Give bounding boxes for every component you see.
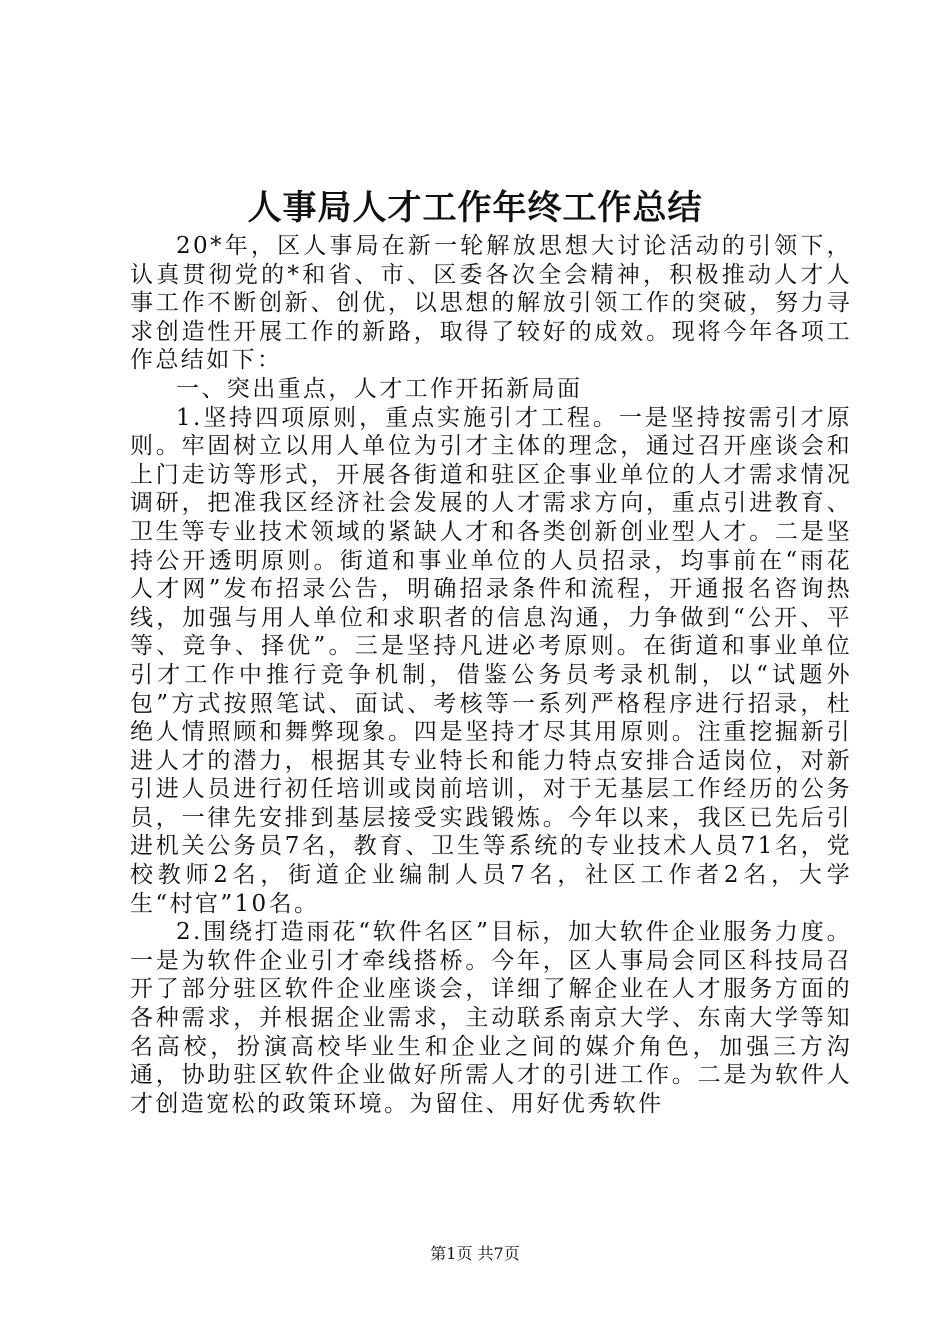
body-paragraph: 2.围绕打造雨花“软件名区”目标，加大软件企业服务力度。一是为软件企业引才牵线搭桥。今年，区人事局会同区科技局召开了部分驻区软件企业座谈会，详细了解企业在人才服务方面的各种需求，并根据企业需求，主动联系南京大学、东南大学等知名高校，扮演高校毕业生和企业之间的媒介角色，加强三方沟通，协助驻区软件企业做好所需人才的引进工作。二是为软件人才创造宽松的政策环境。为留住、用好优秀软件 [130,919,852,1117]
section-heading: 一、突出重点，人才工作开拓新局面 [176,375,583,402]
intro-paragraph: 20*年，区人事局在新一轮解放思想大讨论活动的引领下，认真贯彻党的*和省、市、区委各次全会精神，积极推动人才人事工作不断创新、创优，以思想的解放引领工作的突破，努力寻求创造性开展工作的新路，取得了较好的成效。现将今年各项工作总结如下： [130,233,852,374]
document-title: 人事局人才工作年终工作总结 [247,188,703,228]
body-paragraph: 1.坚持四项原则，重点实施引才工程。一是坚持按需引才原则。牢固树立以用人单位为引才主体的理念，通过召开座谈会和上门走访等形式，开展各街道和驻区企事业单位的人才需求情况调研，把准我区经济社会发展的人才需求方向，重点引进教育、卫生等专业技术领域的紧缺人才和各类创新创业型人才。二是坚持公开透明原则。街道和事业单位的人员招录，均事前在“雨花人才网”发布招录公告，明确招录条件和流程，开通报名咨询热线，加强与用人单位和求职者的信息沟通，力争做到“公开、平等、竞争、择优”。三是坚持凡进必考原则。在街道和事业单位引才工作中推行竞争机制，借鉴公务员考录机制，以“试题外包”方式按照笔试、面试、考核等一系列严格程序进行招录，杜绝人情照顾和舞弊现象。四是坚持才尽其用原则。注重挖掘新引进人才的潜力，根据其专业特长和能力特点安排合适岗位，对新引进人员进行初任培训或岗前培训，对于无基层工作经历的公务员，一律先安排到基层接受实践锻炼。今年以来，我区已先后引进机关公务员7名，教育、卫生等系统的专业技术人员71名，党校教师2名，街道企业编制人员7名，社区工作者2名，大学生“村官”10名。 [130,404,852,917]
document-body [130,232,852,1118]
page-number: 第1页 共7页 [430,1244,520,1263]
